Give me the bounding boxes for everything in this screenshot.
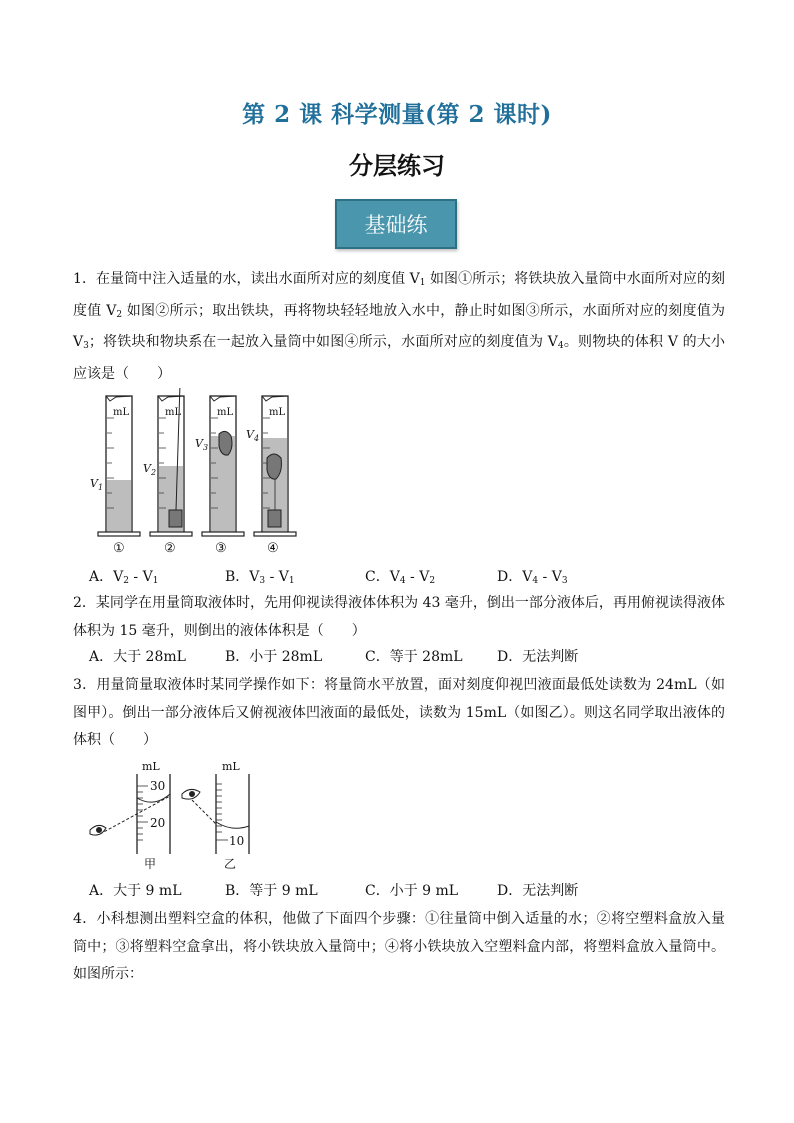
option-b[interactable]: B．小于 28mL (225, 649, 323, 665)
svg-text:乙: 乙 (224, 857, 237, 871)
svg-text:①: ① (113, 541, 125, 556)
cylinder-4 (246, 396, 296, 556)
option-c[interactable]: C．小于 9 mL (365, 883, 459, 899)
option-c[interactable]: C．$V_4 - V_2$ (365, 569, 436, 586)
figure-meniscus-reading (82, 756, 282, 876)
question-3-text: 3．用量筒量取液体时某同学操作如下：将量筒水平放置，面对刻度仰视凹液面最低处读数为 24mL（如图甲）。倒出一部分液体后又俯视液体凹液面的最低处，读数为 15mL（如图乙）。则这名同学取出液体的体积（ ） (73, 677, 725, 748)
section-badge: 基础练 (335, 199, 457, 249)
svg-text:③: ③ (215, 541, 227, 556)
page-subtitle: 分层练习 (349, 151, 445, 180)
svg-text:④: ④ (267, 541, 279, 556)
option-b[interactable]: B．$V_3 - V_1$ (225, 569, 295, 586)
question-1-options (89, 566, 729, 588)
option-b[interactable]: B．等于 9 mL (225, 883, 318, 899)
svg-text:20: 20 (150, 816, 166, 830)
question-2-text: 2．某同学在用量筒取液体时，先用仰视读得液体体积为 43 毫升，倒出一部分液体后，再用俯视读得液体体积为 15 毫升，则倒出的液体体积是（ ） (73, 595, 725, 639)
cylinder-2 (143, 388, 192, 556)
option-d[interactable]: D．无法判断 (497, 649, 579, 665)
svg-text:V2: $V_2$ (143, 462, 157, 477)
question-4-text: 4．小科想测出塑料空盒的体积，他做了下面四个步骤：①往量筒中倒入适量的水；②将空塑料盒放入量筒中；③将塑料空盒拿出，将小铁块放入量筒中；④将小铁块放入空塑料盒内部，将塑料盒放入量筒中。如图所示： (73, 911, 725, 982)
question-3-options (89, 880, 729, 902)
question-1-text: 1．在量筒中注入适量的水，读出水面所对应的刻度值 $V_1$ 如图①所示；将铁块放入量筒中水面所对应的刻度值 $V_2$ 如图②所示；取出铁块，再将物块轻轻地放入水中，静止时如图③所示，水面所对应的刻度值为 $V_3$；将铁块和物块系在一起放入量筒中如图④所示，水面所对应的刻度值为 $V_4$。则物块的体积 V 的大小应该是（ ） (73, 271, 726, 382)
option-a[interactable]: A．$V_2 - V_1$ (89, 569, 159, 586)
svg-text:mL: mL (165, 407, 182, 418)
svg-text:②: ② (164, 541, 176, 556)
svg-text:30: 30 (150, 779, 166, 793)
figure-graduated-cylinders (80, 388, 310, 558)
svg-text:mL: mL (269, 407, 286, 418)
svg-text:V3: $V_3$ (195, 437, 209, 452)
cylinder-3 (195, 396, 244, 556)
svg-text:mL: mL (113, 407, 130, 418)
svg-text:V4: $V_4$ (246, 428, 260, 443)
svg-text:mL: mL (217, 407, 234, 418)
option-a[interactable]: A．大于 9 mL (89, 883, 182, 899)
svg-text:mL: mL (142, 760, 160, 773)
option-d[interactable]: D．$V_4 - V_3$ (497, 569, 568, 586)
option-c[interactable]: C．等于 28mL (365, 649, 463, 665)
cylinder-1 (90, 396, 140, 556)
option-d[interactable]: D．无法判断 (497, 883, 579, 899)
svg-text:甲: 甲 (144, 857, 157, 871)
svg-text:10: 10 (229, 834, 245, 848)
cylinder-yi (182, 760, 249, 871)
page-title: 第 2 课 科学测量(第 2 课时) (242, 101, 552, 128)
svg-text:mL: mL (222, 760, 240, 773)
question-2-options (89, 646, 729, 668)
cylinder-jia (90, 760, 170, 871)
option-a[interactable]: A．大于 28mL (89, 649, 186, 665)
svg-text:V1: $V_1$ (90, 477, 104, 492)
